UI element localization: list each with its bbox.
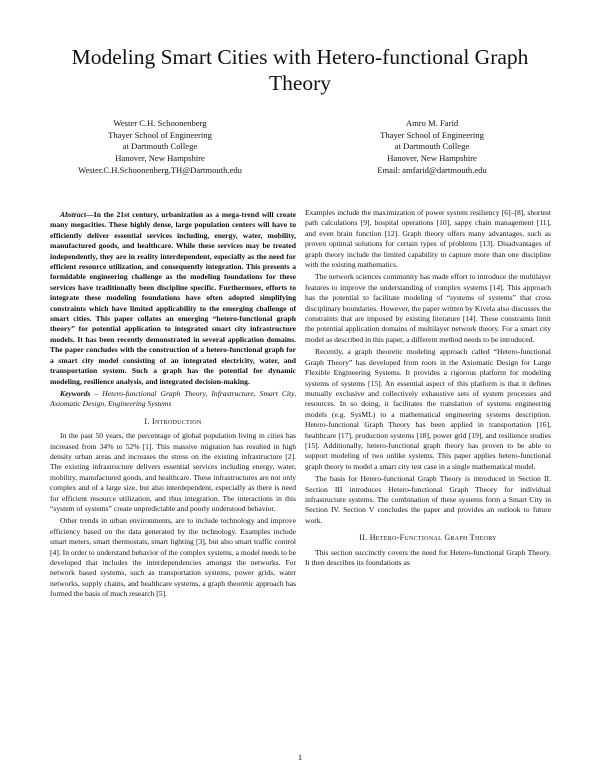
page-number: 1 — [297, 752, 303, 762]
section-heading-hetero-functional — [305, 533, 551, 543]
author-dept: Thayer School of Engineering — [108, 129, 212, 140]
author-name: Amro M. Farid — [405, 118, 459, 128]
abstract-text: —In the 21st century, urbanization as a mega-trend will create many megacities. These highly dense, large population centers will have to efficiently deliver essential services including, energy, water, mobility, manufactured goods, and healthcare. While these services may be treated independently, they are in reality interdependent, especially as the need for efficient resource utilization, and consequently integration. This presents a formidable engineering challenge as the modeling foundations for these services have traditionally been discipline specific. Furthermore, efforts to integrate these modeling foundations have often adopted simplifying constraints which have limited applicability to the emerging challenge of smart cities. This paper collates an emerging “hetero-functional graph theory” for potential application to integrated smart city infrastructure models. It has been recently demonstrated in several application domains. The paper concludes with the construction of a hetero-functional graph for a smart city model consisting of an integrated electricity, water, and transportation system. Such a graph has the potential for dynamic modeling, resilience analysis, and integrated decision-making. — [50, 210, 296, 386]
author-name: Wester C.H. Schoonenberg — [113, 118, 207, 128]
author-inst: at Dartmouth College — [122, 141, 198, 152]
section-title: Hetero-Functional Graph Theory — [369, 533, 497, 543]
keywords-text: – Hetero-functional Graph Theory, Infrastructure, Smart City, Axiomatic Design, Engineering Systems — [50, 388, 296, 409]
right-paragraph-4: The basis for Hetero-functional Graph Theory is introduced in Section II. Section III introduces Hetero-functional Graph Theory for individual infrastructure systems. The combination of these systems form a Smart City in Section IV. Section V concludes the paper and provides an outlook to future work. — [305, 474, 551, 525]
author-location: Hanover, New Hampshire — [115, 153, 205, 164]
keywords — [50, 389, 296, 410]
author-dept: Thayer School of Engineering — [380, 129, 484, 140]
right-paragraph-3: Recently, a graph theoretic modeling approach called “Hetero-functional Graph Theory” has developed from roots in the Axiomatic Design for Large Flexible Engineering Systems. It provides a rigorous platform for modeling systems of systems [15]. An essential aspect of this platform is that it defines mutually exclusive and collectively exhaustive sets of system processes and resources. In so doing, it facilitates the translation of systems engineering models (e.g. SysML) to a mathematical engineering systems description. Hetero-functional Graph Theory has been applied in transportation [16], healthcare [17], production systems [18], power grid [19], and resilience studies [15]. Additionally, hetero-functional graph theory has proven to be able to support modeling of two unlike systems. This paper applies hetero-functional graph theory to model a smart city test case in a single mathematical model. — [305, 347, 551, 471]
section-heading-introduction — [50, 417, 296, 427]
author-block-1 — [50, 118, 270, 177]
abstract — [50, 210, 296, 387]
section-number: II. — [359, 533, 368, 543]
author-email[interactable]: Wester.C.H.Schoonenberg.TH@Dartmouth.edu — [78, 164, 242, 175]
section-title: Introduction — [151, 416, 202, 426]
keywords-lead: Keywords — [60, 388, 91, 398]
author-location: Hanover, New Hampshire — [387, 153, 477, 164]
section-number: I. — [144, 416, 150, 426]
paper-title: Modeling Smart Cities with Hetero-functional Graph Theory — [71, 45, 529, 95]
left-column — [50, 210, 296, 602]
right-paragraph-2: The network sciences community has made effort to introduce the multilayer features to improve the understanding of complex systems [14]. This approach has the potential to facilitate modeling of “systems of systems” that cross disciplinary boundaries. However, the paper written by Kivela also discusses the constraints that are imposed by existing literature [14]. These constraints limit the potential application domains of multilayer network theory. For a smart city model as described in this paper, a different method needs to be introduced. — [305, 272, 551, 344]
intro-paragraph-1: In the past 50 years, the percentage of global population living in cities has increased from 34% to 52% [1]. This massive migration has resulted in high density urban areas and increases the stress on the existing infrastructure [2]. The existing infrastructure delivers essential services including energy, water, mobility, manufactured goods, and healthcare. These infrastructures are not only complex and of a large size, but also interdependent, especially as there is need for efficient resource utilization, and thus integration. The interactions in this “system of systems” create unpredictable and poorly understood behavior. — [50, 431, 296, 513]
author-block-2 — [322, 118, 542, 177]
right-column — [305, 208, 551, 570]
section2-paragraph-1: This section succinctly covers the need for Hetero-functional Graph Theory. It then describes its foundations as — [305, 547, 551, 567]
author-email[interactable]: Email: amfarid@dartmouth.edu — [377, 164, 487, 175]
right-paragraph-1: Examples include the maximization of power system resiliency [6]–[8], shortest path calculations [9], hospital operations [10], sappy chain management [11], and even brain function [12]. Graph theory offers many advantages, such as proven optimal solutions for certain types of problems [13]. Disadvantages of graph theory include the limited capability to capture more than one discipline with the existing mathematics. — [305, 208, 551, 270]
intro-paragraph-2: Other trends in urban environments, are to include technology and improve efficiency based on the data generated by the technology. Examples include smart meters, smart thermostats, smart lighting [3], but also smart traffic control [4]. In order to understand behavior of the complex systems, a model needs to be developed that includes the interdependencies amongst the networks. For network based systems, such as transportation systems, power grids, water networks, supply chains, and healthcare systems, a graph theoretic approach has formed the basis of much research [5]. — [50, 516, 296, 599]
abstract-lead: Abstract — [60, 210, 87, 219]
author-inst: at Dartmouth College — [394, 141, 470, 152]
